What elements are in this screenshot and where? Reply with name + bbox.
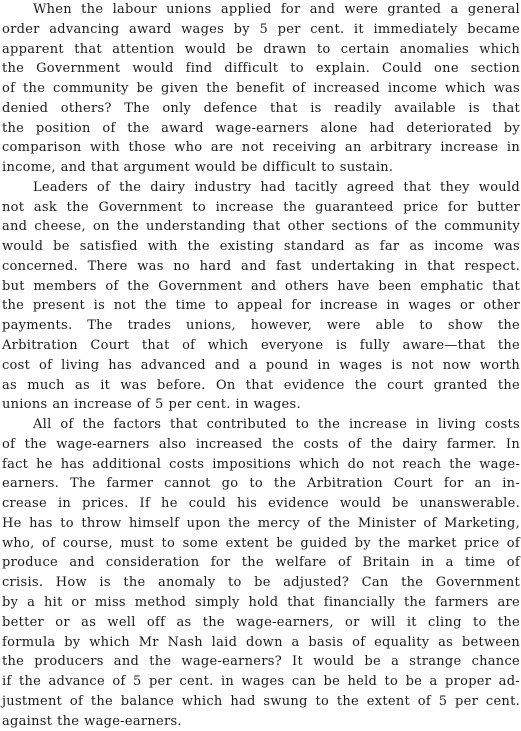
text-line: the Government would find difficult to explain. Could one section: [2, 61, 520, 77]
text-line: crisis. How is the anomaly to be adjusted? Can the Government: [2, 575, 520, 591]
text-line: payments. The trades unions, however, were able to show the: [2, 318, 520, 334]
text-line: if the advance of 5 per cent. in wages can be held to be a proper ad-: [2, 674, 520, 690]
text-line: concerned. There was no hard and fast undertaking in that respect.: [2, 258, 520, 274]
text-line: comparison with those who are not receiving an arbitrary increase in: [2, 140, 520, 156]
text-line: the position of the award wage-earners alone had deteriorated by: [2, 120, 520, 136]
text-line: who, of course, must to some extent be guided by the market price of: [2, 535, 520, 551]
text-line: Arbitration Court that of which everyone is fully aware—that the: [2, 338, 520, 354]
text-line: the producers and the wage-earners? It would be a strange chance: [2, 654, 520, 670]
text-line: formula by which Mr Nash laid down a basis of equality as between: [2, 634, 520, 650]
text-line: against the wage-earners.: [2, 713, 182, 729]
text-line: unions an increase of 5 per cent. in wages.: [2, 397, 301, 413]
text-line: fact he has additional costs impositions which do not reach the wage-: [2, 456, 520, 472]
text-line: and cheese, on the understanding that other sections of the community: [2, 219, 520, 235]
text-line: All of the factors that contributed to the increase in living costs: [33, 417, 520, 433]
text-line: cost of living has advanced and a pound in wages is not now worth: [2, 357, 520, 373]
paragraph-3: [2, 415, 520, 731]
text-line: as much as it was before. On that evidence the court granted the: [2, 377, 520, 393]
article-text: [2, 0, 520, 731]
text-line: would be satisfied with the existing standard as far as income was: [2, 239, 520, 255]
text-line: of the wage-earners also increased the costs of the dairy farmer. In: [2, 436, 520, 452]
text-line: He has to throw himself upon the mercy of the Minister of Marketing,: [2, 515, 520, 531]
text-line: not ask the Government to increase the guaranteed price for butter: [2, 199, 520, 215]
text-line: justment of the balance which had swung to the extent of 5 per cent.: [2, 693, 520, 709]
text-line: income, and that argument would be difficult to sustain.: [2, 160, 394, 176]
text-line: crease in prices. If he could his evidence would be unanswerable.: [2, 496, 520, 512]
text-line: apparent that attention would be drawn to certain anomalies which: [2, 41, 520, 57]
text-line: but members of the Government and others have been emphatic that: [2, 278, 520, 294]
text-line: the present is not the time to appeal for increase in wages or other: [2, 298, 520, 314]
paragraph-2: [2, 178, 520, 415]
text-line: of the community be given the benefit of increased income which was: [2, 81, 520, 97]
text-line: produce and consideration for the welfare of Britain in a time of: [2, 555, 520, 571]
text-line: Leaders of the dairy industry had tacitly agreed that they would: [33, 179, 520, 195]
paragraph-1: [2, 0, 520, 178]
text-line: by a hit or miss method simply hold that financially the farmers are: [2, 594, 520, 610]
text-line: order advancing award wages by 5 per cent. it immediately became: [2, 21, 520, 37]
text-line: denied others? The only defence that is readily available is that: [2, 100, 520, 116]
text-line: better or as well off as the wage-earners, or will it cling to the: [2, 614, 520, 630]
text-line: earners. The farmer cannot go to the Arbitration Court for an in-: [2, 476, 520, 492]
text-line: When the labour unions applied for and were granted a general: [33, 2, 520, 17]
